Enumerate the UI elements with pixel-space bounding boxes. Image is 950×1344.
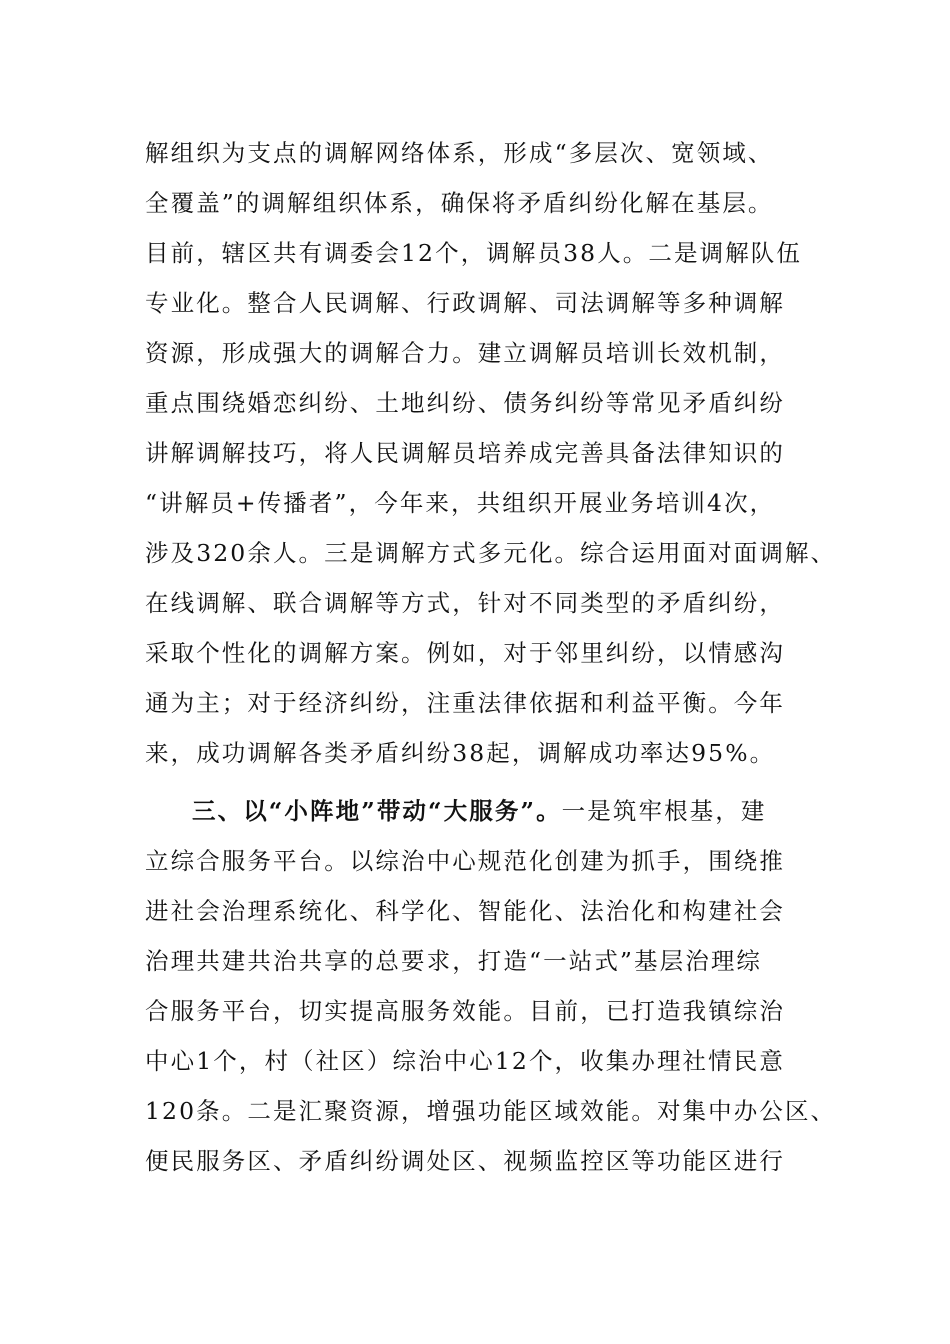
text-line: 在线调解、联合调解等方式，针对不同类型的矛盾纠纷， xyxy=(145,589,785,617)
document-body xyxy=(145,128,837,1186)
text-line: “讲解员+传播者”，今年来，共组织开展业务培训4次， xyxy=(145,489,776,517)
paragraph-service xyxy=(145,786,837,1186)
text-line: 便民服务区、矛盾纠纷调处区、视频监控区等功能区进行 xyxy=(145,1147,785,1175)
text-line: 全覆盖”的调解组织体系，确保将矛盾纠纷化解在基层。 xyxy=(145,189,774,217)
text-line: 涉及320余人。三是调解方式多元化。综合运用面对面调解、 xyxy=(145,539,837,567)
paragraph-mediation xyxy=(145,128,837,778)
section-heading: 三、以“小阵地”带动“大服务”。 xyxy=(192,797,562,825)
text-line: 采取个性化的调解方案。例如，对于邻里纠纷，以情感沟 xyxy=(145,639,785,667)
text-line: 资源，形成强大的调解合力。建立调解员培训长效机制， xyxy=(145,339,785,367)
text-line: 中心1个，村（社区）综治中心12个，收集办理社情民意 xyxy=(145,1047,785,1075)
text-line: 重点围绕婚恋纠纷、土地纠纷、债务纠纷等常见矛盾纠纷 xyxy=(145,389,785,417)
text-line: 来，成功调解各类矛盾纠纷38起，调解成功率达95%。 xyxy=(145,739,776,767)
text-line: 目前，辖区共有调委会12个，调解员38人。二是调解队伍 xyxy=(145,239,803,267)
paragraph-gap xyxy=(145,778,825,786)
text-line: 合服务平台，切实提高服务效能。目前，已打造我镇综治 xyxy=(145,997,785,1025)
text-line: 专业化。整合人民调解、行政调解、司法调解等多种调解 xyxy=(145,289,785,317)
text-line: 进社会治理系统化、科学化、智能化、法治化和构建社会 xyxy=(145,897,785,925)
text-line: 讲解调解技巧，将人民调解员培养成完善具备法律知识的 xyxy=(145,439,785,467)
text-line: 解组织为支点的调解网络体系，形成“多层次、宽领域、 xyxy=(145,139,774,167)
text-line-first xyxy=(145,786,825,836)
text-line: 120条。二是汇聚资源，增强功能区域效能。对集中办公区、 xyxy=(145,1097,837,1125)
text-run: 一是筑牢根基，建 xyxy=(561,797,767,825)
text-line: 治理共建共治共享的总要求，打造“一站式”基层治理综 xyxy=(145,947,763,975)
text-line: 通为主；对于经济纠纷，注重法律依据和利益平衡。今年 xyxy=(145,689,785,717)
text-line: 立综合服务平台。以综治中心规范化创建为抓手，围绕推 xyxy=(145,847,785,875)
